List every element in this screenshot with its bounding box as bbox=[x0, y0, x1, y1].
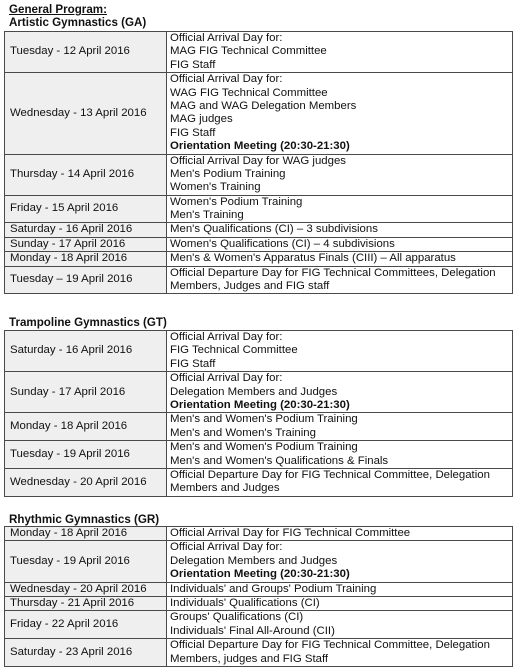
schedule-row bbox=[5, 237, 513, 251]
schedule-date: Monday - 18 April 2016 bbox=[5, 252, 167, 266]
schedule-row bbox=[5, 596, 513, 610]
schedule-detail-line: Official Departure Day for FIG Technical Committee, Delegation bbox=[170, 468, 490, 481]
schedule-detail-line: MAG judges bbox=[170, 113, 233, 126]
schedule-row bbox=[5, 441, 513, 469]
schedule-detail-line: Delegation Members and Judges bbox=[170, 554, 338, 567]
schedule-details bbox=[167, 527, 513, 541]
schedule-detail-line: Individuals' and Groups' Podium Training bbox=[170, 582, 377, 595]
schedule-detail-line: Official Arrival Day for: bbox=[170, 372, 283, 385]
schedule-details bbox=[167, 331, 513, 372]
schedule-details bbox=[167, 596, 513, 610]
schedule-row bbox=[5, 154, 513, 195]
schedule-detail-line: FIG Staff bbox=[170, 58, 216, 71]
schedule-detail-line: Men's Podium Training bbox=[170, 167, 286, 180]
schedule-detail-line: Official Departure Day for FIG Technical Committees, Delegation bbox=[170, 266, 496, 279]
schedule-detail-line: Official Arrival Day for: bbox=[170, 331, 283, 343]
schedule-date: Friday - 22 April 2016 bbox=[5, 611, 167, 639]
section-heading-artistic: Artistic Gymnastics (GA) bbox=[9, 16, 147, 29]
schedule-detail-line: Groups' Qualifications (CI) bbox=[170, 611, 304, 624]
schedule-detail-line: Men's Training bbox=[170, 209, 244, 222]
schedule-date: Wednesday - 20 April 2016 bbox=[5, 582, 167, 596]
schedule-date: Sunday - 17 April 2016 bbox=[5, 237, 167, 251]
schedule-row bbox=[5, 372, 513, 413]
schedule-detail-line: Official Departure Day for FIG Technical Committee, Delegation bbox=[170, 639, 490, 652]
schedule-row bbox=[5, 541, 513, 582]
schedule-date: Thursday - 21 April 2016 bbox=[5, 596, 167, 610]
schedule-details bbox=[167, 441, 513, 469]
schedule-details bbox=[167, 372, 513, 413]
schedule-details bbox=[167, 73, 513, 154]
schedule-table-rhythmic bbox=[4, 526, 513, 667]
schedule-detail-line: WAG FIG Technical Committee bbox=[170, 86, 328, 99]
orientation-meeting-note: Orientation Meeting (20:30-21:30) bbox=[170, 140, 350, 153]
schedule-details bbox=[167, 154, 513, 195]
schedule-row bbox=[5, 73, 513, 154]
orientation-meeting-note: Orientation Meeting (20:30-21:30) bbox=[170, 398, 350, 411]
schedule-details bbox=[167, 237, 513, 251]
schedule-date: Monday - 18 April 2016 bbox=[5, 413, 167, 441]
schedule-row bbox=[5, 639, 513, 667]
schedule-details bbox=[167, 195, 513, 223]
schedule-row bbox=[5, 331, 513, 372]
schedule-date: Saturday - 16 April 2016 bbox=[5, 223, 167, 237]
document-title: General Program: bbox=[9, 3, 107, 16]
schedule-detail-line: Women's Training bbox=[170, 181, 261, 194]
schedule-details bbox=[167, 413, 513, 441]
schedule-table-artistic bbox=[4, 31, 513, 294]
schedule-detail-line: Members and Judges bbox=[170, 482, 280, 495]
schedule-detail-line: Official Arrival Day for: bbox=[170, 32, 283, 44]
section-heading-trampoline: Trampoline Gymnastics (GT) bbox=[9, 316, 167, 329]
schedule-date: Saturday - 16 April 2016 bbox=[5, 331, 167, 372]
schedule-row bbox=[5, 195, 513, 223]
schedule-row bbox=[5, 223, 513, 237]
schedule-date: Saturday - 23 April 2016 bbox=[5, 639, 167, 667]
schedule-date: Wednesday - 13 April 2016 bbox=[5, 73, 167, 154]
schedule-date: Tuesday - 19 April 2016 bbox=[5, 441, 167, 469]
schedule-date: Tuesday - 19 April 2016 bbox=[5, 541, 167, 582]
schedule-details bbox=[167, 252, 513, 266]
schedule-details bbox=[167, 468, 513, 496]
schedule-date: Wednesday - 20 April 2016 bbox=[5, 468, 167, 496]
schedule-detail-line: Women's Podium Training bbox=[170, 195, 303, 208]
schedule-detail-line: Men's and Women's Training bbox=[170, 426, 316, 439]
orientation-meeting-note: Orientation Meeting (20:30-21:30) bbox=[170, 568, 350, 581]
schedule-row bbox=[5, 252, 513, 266]
schedule-detail-line: Official Arrival Day for FIG Technical Committee bbox=[170, 527, 411, 539]
schedule-details bbox=[167, 639, 513, 667]
schedule-detail-line: Individuals' Qualifications (CI) bbox=[170, 596, 320, 609]
schedule-detail-line: Men's and Women's Qualifications & Finals bbox=[170, 454, 389, 467]
schedule-details bbox=[167, 266, 513, 294]
schedule-detail-line: Men's and Women's Podium Training bbox=[170, 413, 358, 426]
schedule-date: Monday - 18 April 2016 bbox=[5, 527, 167, 541]
schedule-row bbox=[5, 582, 513, 596]
schedule-detail-line: Individuals' Final All-Around (CII) bbox=[170, 624, 335, 637]
schedule-detail-line: Delegation Members and Judges bbox=[170, 385, 338, 398]
schedule-row bbox=[5, 468, 513, 496]
schedule-detail-line: Members, Judges and FIG staff bbox=[170, 280, 330, 293]
schedule-detail-line: Men's Qualifications (CI) – 3 subdivisions bbox=[170, 223, 378, 236]
schedule-date: Thursday - 14 April 2016 bbox=[5, 154, 167, 195]
schedule-details bbox=[167, 611, 513, 639]
schedule-detail-line: MAG and WAG Delegation Members bbox=[170, 99, 357, 112]
schedule-row bbox=[5, 413, 513, 441]
schedule-detail-line: Official Arrival Day for: bbox=[170, 541, 283, 554]
schedule-detail-line: FIG Staff bbox=[170, 357, 216, 370]
schedule-row bbox=[5, 32, 513, 73]
schedule-detail-line: Men's & Women's Apparatus Finals (CIII) – All apparatus bbox=[170, 252, 456, 265]
schedule-detail-line: MAG FIG Technical Committee bbox=[170, 45, 327, 58]
schedule-detail-line: Men's and Women's Podium Training bbox=[170, 441, 358, 454]
schedule-detail-line: FIG Staff bbox=[170, 126, 216, 139]
schedule-detail-line: Members, judges and FIG Staff bbox=[170, 652, 329, 665]
schedule-detail-line: Women's Qualifications (CI) – 4 subdivisions bbox=[170, 237, 395, 250]
schedule-detail-line: Official Arrival Day for WAG judges bbox=[170, 154, 346, 167]
schedule-date: Tuesday - 12 April 2016 bbox=[5, 32, 167, 73]
schedule-date: Friday - 15 April 2016 bbox=[5, 195, 167, 223]
schedule-detail-line: Official Arrival Day for: bbox=[170, 73, 283, 86]
schedule-row bbox=[5, 527, 513, 541]
schedule-details bbox=[167, 582, 513, 596]
schedule-details bbox=[167, 32, 513, 73]
schedule-details bbox=[167, 223, 513, 237]
schedule-row bbox=[5, 611, 513, 639]
schedule-table-trampoline bbox=[4, 330, 513, 497]
schedule-date: Sunday - 17 April 2016 bbox=[5, 372, 167, 413]
schedule-date: Tuesday – 19 April 2016 bbox=[5, 266, 167, 294]
schedule-row bbox=[5, 266, 513, 294]
schedule-details bbox=[167, 541, 513, 582]
schedule-detail-line: FIG Technical Committee bbox=[170, 344, 298, 357]
section-heading-rhythmic: Rhythmic Gymnastics (GR) bbox=[9, 513, 160, 526]
